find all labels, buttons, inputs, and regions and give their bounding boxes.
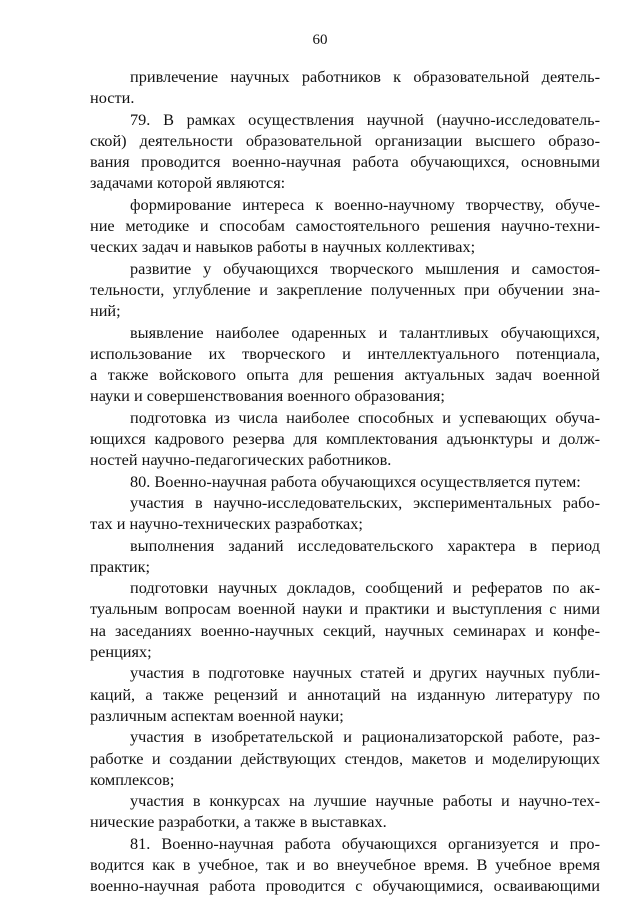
text-line: ческих задач и навыков работы в научных коллективах; (90, 237, 476, 257)
text-line: ний; (90, 301, 121, 321)
text-line: тах и научно-технических разработках; (90, 514, 363, 534)
text-line: привлечение научных работников к образовательной деятель- (130, 67, 600, 86)
text-line: тельности, углубление и закрепление полученных при обучении зна- (90, 279, 600, 299)
text-line: ющихся кадрового резерва для комплектования адъюнктуры и долж- (90, 429, 600, 449)
text-line: военно-научная работа проводится с обучающимися, осваивающими (90, 876, 600, 896)
document-body (90, 66, 600, 897)
text-line: практик; (90, 556, 151, 576)
text-line: подготовки научных докладов, сообщений и рефератов по ак- (130, 578, 600, 598)
text-line: задачами которой являются: (90, 173, 286, 193)
text-line: 80. Военно-научная работа обучающихся осуществляется путем: (130, 471, 581, 491)
text-line: ренциях; (90, 642, 152, 662)
text-line: участия в изобретательской и рационализаторской работе, раз- (130, 727, 600, 747)
text-line: каций, а также рецензий и аннотаций на изданную литературу по (90, 684, 600, 704)
text-line: развитие у обучающихся творческого мышления и самостоя- (130, 258, 600, 278)
text-line: выявление наиболее одаренных и талантливых обучающихся, (130, 322, 600, 342)
text-line: водится как в учебное, так и во внеучебное время. В учебное время (90, 854, 600, 874)
text-line: ние методике и способам самостоятельного решения научно-техни- (90, 216, 600, 236)
text-line: различным аспектам военной науки; (90, 705, 344, 725)
text-line: туальным вопросам военной науки и практики и выступления с ними (90, 599, 600, 619)
page-number: 60 (312, 32, 328, 48)
text-line: ностей научно-педагогических работников. (90, 450, 392, 470)
text-line: комплексов; (90, 769, 175, 789)
text-line: ской) деятельности образовательной организации высшего образо- (90, 130, 600, 150)
text-line: участия в подготовке научных статей и других научных публи- (130, 663, 600, 683)
text-line: участия в научно-исследовательских, экспериментальных рабо- (130, 492, 600, 512)
text-line: вания проводится военно-научная работа обучающихся, основными (90, 152, 600, 172)
text-line: использование их творческого и интеллектуального потенциала, (90, 343, 600, 363)
text-line: науки и совершенствования военного образования; (90, 386, 445, 406)
text-line: работке и создании действующих стендов, макетов и моделирующих (90, 748, 600, 768)
text-line: участия в конкурсах на лучшие научные работы и научно-тех- (130, 791, 600, 811)
text-line: 81. Военно-научная работа обучающихся организуется и про- (130, 833, 600, 853)
text-line: формирование интереса к военно-научному творчеству, обуче- (130, 194, 600, 214)
text-line: нические разработки, а также в выставках. (90, 812, 387, 832)
text-line: а также войскового опыта для решения актуальных задач военной (90, 365, 600, 385)
text-line: подготовка из числа наиболее способных и успевающих обуча- (130, 407, 600, 427)
text-line: ности. (90, 88, 135, 108)
text-line: выполнения заданий исследовательского характера в период (130, 535, 600, 555)
text-line: на заседаниях военно-научных секций, научных семинарах и конфе- (90, 620, 600, 640)
text-line: 79. В рамках осуществления научной (научно-исследователь- (130, 109, 600, 129)
